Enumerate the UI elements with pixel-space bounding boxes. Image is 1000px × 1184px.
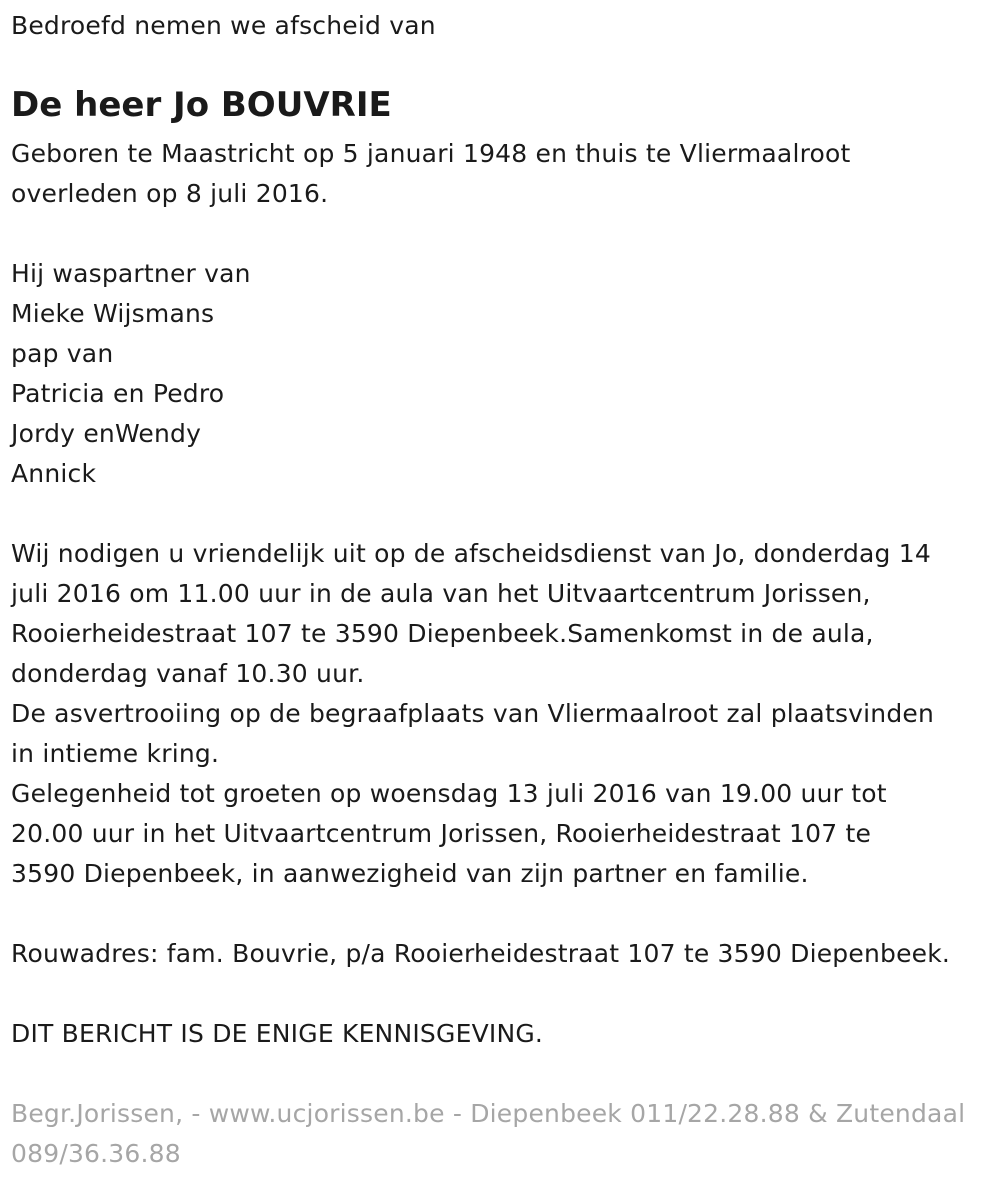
service-line: juli 2016 om 11.00 uur in de aula van het Uitvaartcentrum Jorissen, [11, 579, 871, 608]
service-line: De asvertrooiing op de begraafplaats van Vliermaalroot zal plaatsvinden [11, 699, 935, 728]
footer-line: Begr.Jorissen, - www.ucjorissen.be - Diepenbeek 011/22.28.88 & Zutendaal [11, 1099, 966, 1128]
death-line: overleden op 8 juli 2016. [11, 179, 329, 208]
deceased-name: De heer Jo BOUVRIE [11, 85, 392, 125]
funeral-home-footer [11, 1094, 991, 1174]
footer-line: 089/36.36.88 [11, 1139, 181, 1168]
family-line: pap van [11, 339, 114, 368]
service-line: donderdag vanaf 10.30 uur. [11, 659, 365, 688]
intro-text: Bedroefd nemen we afscheid van [11, 11, 436, 40]
birth-line: Geboren te Maastricht op 5 januari 1948 en thuis te Vliermaalroot [11, 139, 851, 168]
only-notice-statement: DIT BERICHT IS DE ENIGE KENNISGEVING. [11, 1019, 544, 1048]
service-line: Wij nodigen u vriendelijk uit op de afscheidsdienst van Jo, donderdag 14 [11, 539, 931, 568]
family-line: Hij waspartner van [11, 259, 251, 288]
service-line: Gelegenheid tot groeten op woensdag 13 juli 2016 van 19.00 uur tot [11, 779, 887, 808]
service-line: 3590 Diepenbeek, in aanwezigheid van zijn partner en familie. [11, 859, 809, 888]
birth-death-info [11, 134, 851, 214]
service-line: 20.00 uur in het Uitvaartcentrum Jorissen, Rooierheidestraat 107 te [11, 819, 872, 848]
service-details [11, 534, 934, 894]
family-line: Jordy enWendy [11, 419, 202, 448]
mourning-address: Rouwadres: fam. Bouvrie, p/a Rooierheidestraat 107 te 3590 Diepenbeek. [11, 939, 951, 968]
family-line: Mieke Wijsmans [11, 299, 215, 328]
service-line: Rooierheidestraat 107 te 3590 Diepenbeek.Samenkomst in de aula, [11, 619, 874, 648]
family-line: Annick [11, 459, 97, 488]
service-line: in intieme kring. [11, 739, 220, 768]
family-list [11, 254, 251, 494]
family-line: Patricia en Pedro [11, 379, 225, 408]
